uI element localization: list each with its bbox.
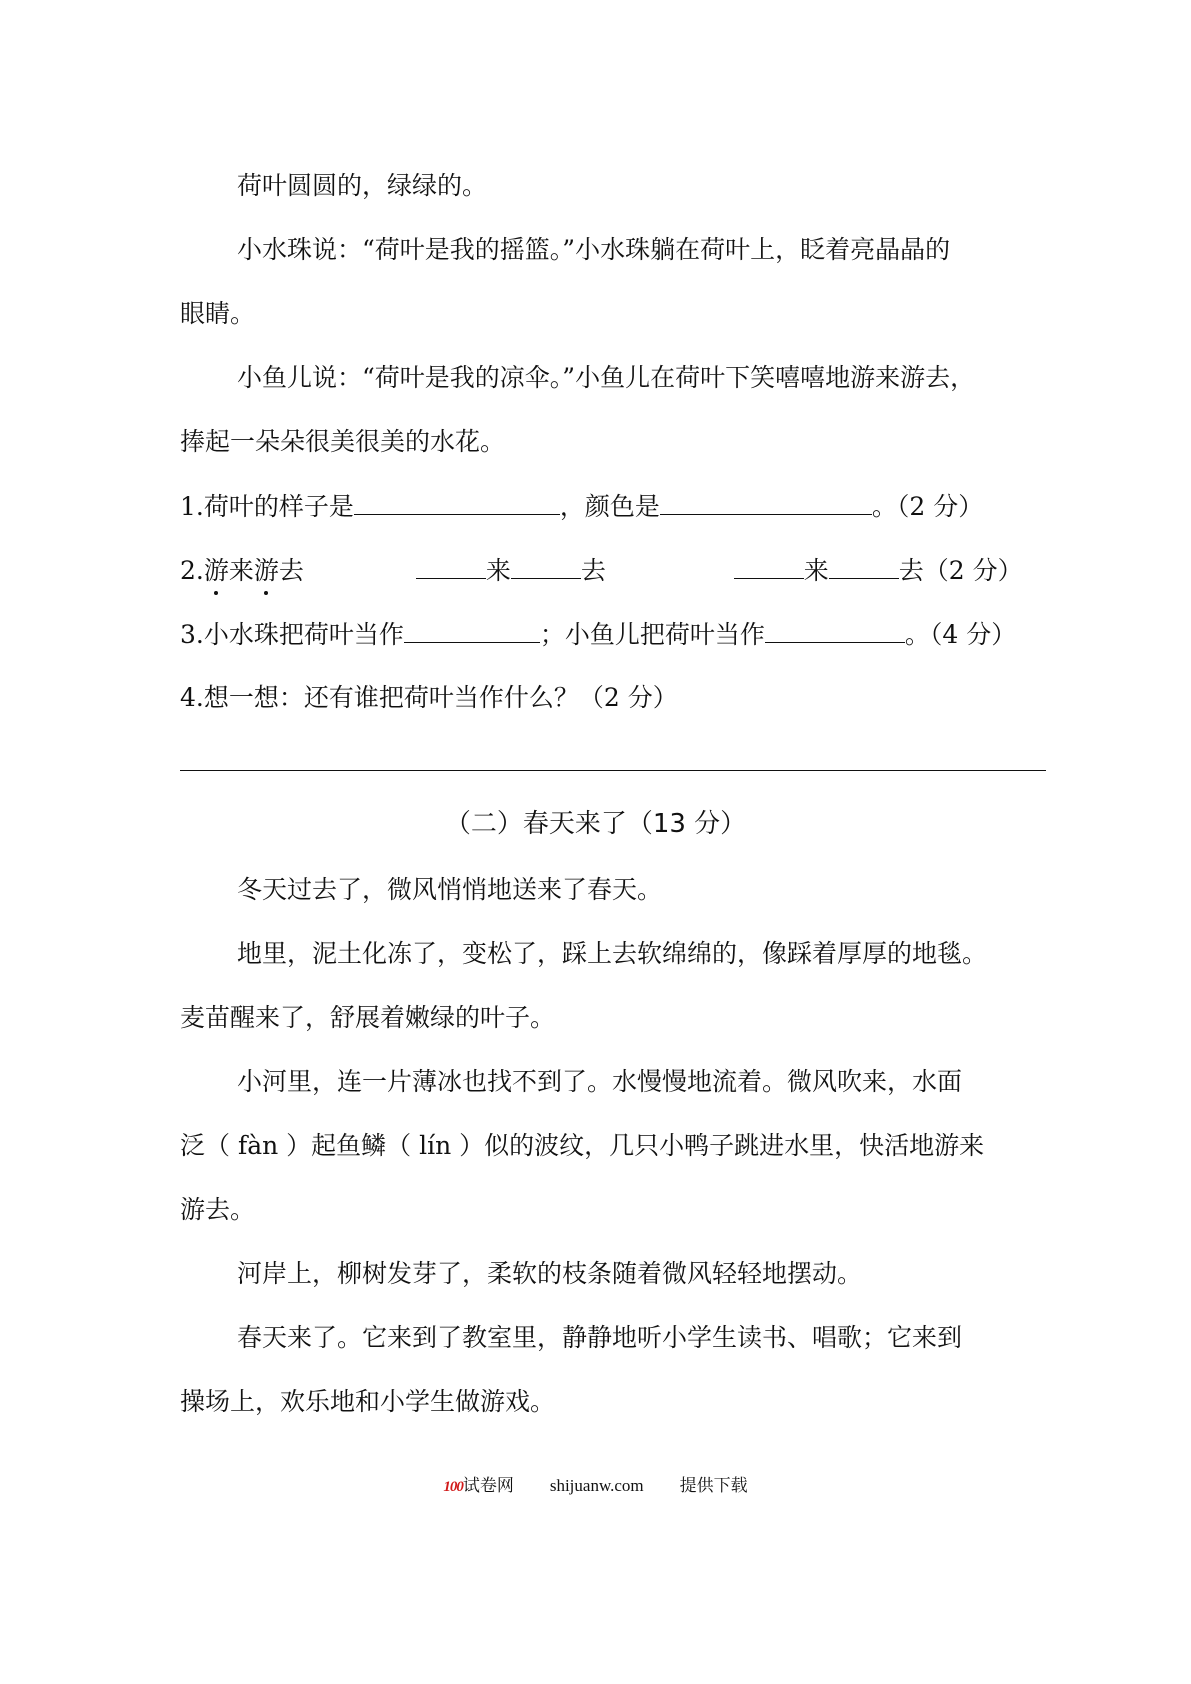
section2-paragraph-1: 冬天过去了，微风悄悄地送来了春天。 xyxy=(237,875,663,904)
site-logo: 100 xyxy=(443,1479,463,1495)
question-4: 4.想一想：还有谁把荷叶当作什么？（2 分） xyxy=(180,683,678,712)
question-2-blank-2[interactable] xyxy=(511,552,581,579)
question-2-qu-2: 去 xyxy=(898,556,924,585)
question-2-word-char-3: 游 xyxy=(254,553,279,589)
question-2-word-char-4: 去 xyxy=(278,556,304,585)
section2-paragraph-2-line-2: 麦苗醒来了，舒展着嫩绿的叶子。 xyxy=(180,1003,556,1032)
question-2-word-char-2: 来 xyxy=(228,556,254,585)
question-2-score: （2 分） xyxy=(923,556,1023,585)
question-1-prefix: 1.荷叶的样子是 xyxy=(180,492,354,521)
question-3 xyxy=(180,616,1016,653)
question-2-number: 2. xyxy=(180,556,204,585)
site-domain[interactable]: shijuanw.com xyxy=(549,1476,644,1495)
passage1-paragraph-3-line-1: 小鱼儿说：“荷叶是我的凉伞。”小鱼儿在荷叶下笑嘻嘻地游来游去， xyxy=(237,363,976,392)
section2-paragraph-5-line-1: 春天来了。它来到了教室里，静静地听小学生读书、唱歌；它来到 xyxy=(237,1323,963,1352)
question-2-blank-3[interactable] xyxy=(734,552,804,579)
page-footer xyxy=(0,1474,1191,1499)
question-3-prefix: 3.小水珠把荷叶当作 xyxy=(180,620,404,649)
section2-paragraph-3-line-1: 小河里，连一片薄冰也找不到了。水慢慢地流着。微风吹来，水面 xyxy=(237,1067,963,1096)
passage1-paragraph-2-line-1: 小水珠说：“荷叶是我的摇篮。”小水珠躺在荷叶上，眨着亮晶晶的 xyxy=(237,235,951,264)
question-1-middle: ，颜色是 xyxy=(559,492,660,521)
question-2 xyxy=(180,552,1023,589)
question-4-answer-line[interactable] xyxy=(180,770,1046,771)
section2-paragraph-3-line-2: 泛（ fàn ）起鱼鳞（ lín ）似的波纹，几只小鸭子跳进水里，快活地游来 xyxy=(180,1131,985,1160)
section2-paragraph-4: 河岸上，柳树发芽了，柔软的枝条随着微风轻轻地摆动。 xyxy=(237,1259,863,1288)
passage1-paragraph-2-line-2: 眼睛。 xyxy=(180,299,256,328)
question-2-blank-1[interactable] xyxy=(416,552,486,579)
question-1 xyxy=(180,488,983,525)
question-2-qu-1: 去 xyxy=(580,556,606,585)
question-3-blank-2[interactable] xyxy=(765,616,905,643)
question-2-word-char-1: 游 xyxy=(204,553,229,589)
question-3-blank-1[interactable] xyxy=(404,616,540,643)
section-2-title: （二）春天来了（13 分） xyxy=(444,809,747,839)
question-2-lai-2: 来 xyxy=(803,556,829,585)
passage1-paragraph-3-line-2: 捧起一朵朵很美很美的水花。 xyxy=(180,427,506,456)
section2-paragraph-5-line-2: 操场上，欢乐地和小学生做游戏。 xyxy=(180,1387,556,1416)
question-2-lai-1: 来 xyxy=(485,556,511,585)
question-1-blank-shape[interactable] xyxy=(354,488,560,515)
download-note: 提供下载 xyxy=(679,1476,748,1495)
question-3-middle: ；小鱼儿把荷叶当作 xyxy=(539,620,765,649)
question-1-blank-color[interactable] xyxy=(660,488,872,515)
section2-paragraph-2-line-1: 地里，泥土化冻了，变松了，踩上去软绵绵的，像踩着厚厚的地毯。 xyxy=(237,939,988,968)
passage1-paragraph-1: 荷叶圆圆的，绿绿的。 xyxy=(237,171,488,200)
site-name: 试卷网 xyxy=(462,1476,514,1495)
question-3-suffix: 。（4 分） xyxy=(904,620,1017,649)
section2-paragraph-3-line-3: 游去。 xyxy=(180,1195,256,1224)
question-1-suffix: 。（2 分） xyxy=(871,492,984,521)
question-2-blank-4[interactable] xyxy=(829,552,899,579)
